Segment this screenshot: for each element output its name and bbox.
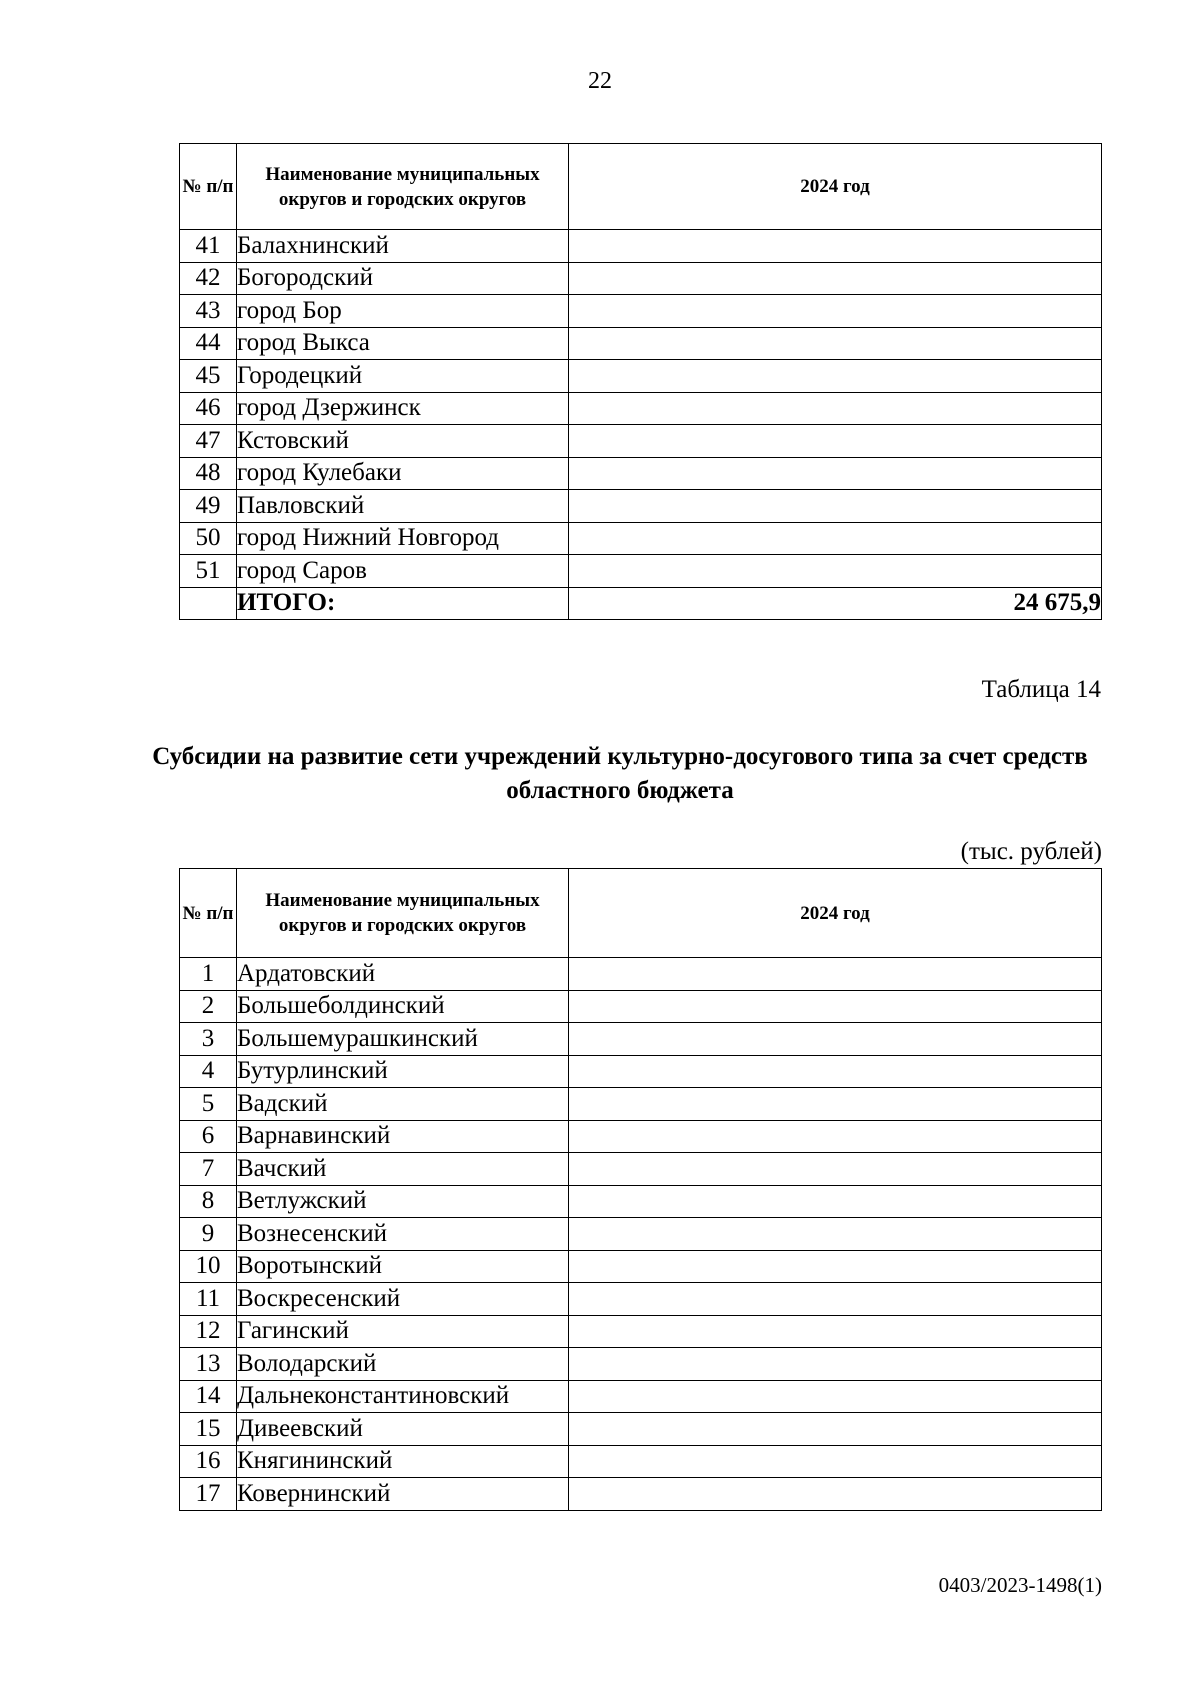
row-value — [569, 295, 1102, 328]
subsidy-table — [179, 868, 1102, 1511]
row-number: 10 — [180, 1250, 237, 1283]
table-row — [180, 958, 1102, 991]
header-year: 2024 год — [569, 144, 1102, 230]
table-row — [180, 392, 1102, 425]
row-number: 2 — [180, 990, 237, 1023]
municipality-name: Варнавинский — [237, 1120, 569, 1153]
table-header-row — [180, 144, 1102, 230]
table-row — [180, 360, 1102, 393]
row-value — [569, 1283, 1102, 1316]
municipality-name: город Бор — [237, 295, 569, 328]
row-number: 7 — [180, 1153, 237, 1186]
table-row — [180, 1478, 1102, 1511]
header-name: Наименование муниципальных округов и городских округов — [237, 869, 569, 958]
municipality-name: Княгининский — [237, 1445, 569, 1478]
municipality-name: город Дзержинск — [237, 392, 569, 425]
municipal-table-continued — [179, 143, 1102, 620]
row-number: 49 — [180, 490, 237, 523]
row-value — [569, 555, 1102, 588]
row-value — [569, 457, 1102, 490]
table-row — [180, 1218, 1102, 1251]
table-body — [180, 958, 1102, 1511]
table-row — [180, 1348, 1102, 1381]
row-value — [569, 990, 1102, 1023]
page-number: 22 — [588, 68, 612, 94]
total-value: 24 675,9 — [569, 587, 1102, 620]
municipality-name: Воротынский — [237, 1250, 569, 1283]
row-number: 3 — [180, 1023, 237, 1056]
table-row — [180, 230, 1102, 263]
municipality-name: Гагинский — [237, 1315, 569, 1348]
header-year: 2024 год — [569, 869, 1102, 958]
row-value — [569, 360, 1102, 393]
header-num: № п/п — [180, 869, 237, 958]
row-number: 45 — [180, 360, 237, 393]
header-num: № п/п — [180, 144, 237, 230]
municipality-name: город Саров — [237, 555, 569, 588]
row-number: 6 — [180, 1120, 237, 1153]
table-row — [180, 990, 1102, 1023]
municipality-name: Вознесенский — [237, 1218, 569, 1251]
row-number: 16 — [180, 1445, 237, 1478]
table-row — [180, 555, 1102, 588]
row-value — [569, 1023, 1102, 1056]
total-row — [180, 587, 1102, 620]
row-value — [569, 958, 1102, 991]
table-row — [180, 1380, 1102, 1413]
row-number: 50 — [180, 522, 237, 555]
row-value — [569, 1348, 1102, 1381]
row-value — [569, 262, 1102, 295]
municipality-name: Большемурашкинский — [237, 1023, 569, 1056]
municipality-name: Богородский — [237, 262, 569, 295]
municipality-name: город Нижний Новгород — [237, 522, 569, 555]
table-row — [180, 262, 1102, 295]
row-number: 11 — [180, 1283, 237, 1316]
row-value — [569, 1055, 1102, 1088]
table-row — [180, 1283, 1102, 1316]
row-number: 1 — [180, 958, 237, 991]
row-value — [569, 1185, 1102, 1218]
document-code: 0403/2023-1498(1) — [938, 1573, 1102, 1597]
municipality-name: Большеболдинский — [237, 990, 569, 1023]
row-value — [569, 1478, 1102, 1511]
row-value — [569, 1250, 1102, 1283]
row-number: 13 — [180, 1348, 237, 1381]
row-number: 44 — [180, 327, 237, 360]
row-value — [569, 1088, 1102, 1121]
table-row — [180, 1023, 1102, 1056]
municipality-name: Бутурлинский — [237, 1055, 569, 1088]
table-body — [180, 230, 1102, 620]
table-row — [180, 425, 1102, 458]
table-row — [180, 1088, 1102, 1121]
row-value — [569, 1413, 1102, 1446]
municipality-name: Городецкий — [237, 360, 569, 393]
municipality-name: Дальнеконстантиновский — [237, 1380, 569, 1413]
row-value — [569, 327, 1102, 360]
row-value — [569, 1120, 1102, 1153]
row-number: 51 — [180, 555, 237, 588]
table-row — [180, 1153, 1102, 1186]
municipality-name: город Кулебаки — [237, 457, 569, 490]
table-row — [180, 457, 1102, 490]
header-name: Наименование муниципальных округов и городских округов — [237, 144, 569, 230]
row-number: 41 — [180, 230, 237, 263]
table-row — [180, 1315, 1102, 1348]
row-number: 9 — [180, 1218, 237, 1251]
row-number: 14 — [180, 1380, 237, 1413]
table-header-row — [180, 869, 1102, 958]
row-number: 12 — [180, 1315, 237, 1348]
row-number: 17 — [180, 1478, 237, 1511]
municipality-name: Вадский — [237, 1088, 569, 1121]
row-number: 5 — [180, 1088, 237, 1121]
municipality-name: Ардатовский — [237, 958, 569, 991]
municipality-name: Балахнинский — [237, 230, 569, 263]
municipality-name: город Выкса — [237, 327, 569, 360]
row-value — [569, 1380, 1102, 1413]
table-row — [180, 522, 1102, 555]
table-row — [180, 490, 1102, 523]
units-label: (тыс. рублей) — [960, 838, 1102, 865]
table-row — [180, 1250, 1102, 1283]
total-label: ИТОГО: — [237, 587, 569, 620]
row-number: 8 — [180, 1185, 237, 1218]
table-row — [180, 327, 1102, 360]
table-row — [180, 1413, 1102, 1446]
row-value — [569, 522, 1102, 555]
row-value — [569, 1153, 1102, 1186]
table-row — [180, 1445, 1102, 1478]
row-number: 42 — [180, 262, 237, 295]
municipality-name: Ветлужский — [237, 1185, 569, 1218]
row-value — [569, 230, 1102, 263]
municipality-name: Ковернинский — [237, 1478, 569, 1511]
total-num-cell — [180, 587, 237, 620]
row-value — [569, 1218, 1102, 1251]
municipality-name: Кстовский — [237, 425, 569, 458]
row-number: 15 — [180, 1413, 237, 1446]
row-value — [569, 392, 1102, 425]
municipality-name: Володарский — [237, 1348, 569, 1381]
row-value — [569, 425, 1102, 458]
row-number: 46 — [180, 392, 237, 425]
municipality-name: Воскресенский — [237, 1283, 569, 1316]
row-number: 43 — [180, 295, 237, 328]
row-number: 47 — [180, 425, 237, 458]
municipality-name: Павловский — [237, 490, 569, 523]
table-title: Субсидии на развитие сети учреждений культурно-досугового типа за счет средств областного бюджета — [152, 743, 1088, 804]
municipality-name: Вачский — [237, 1153, 569, 1186]
table-row — [180, 1120, 1102, 1153]
row-value — [569, 1445, 1102, 1478]
row-number: 48 — [180, 457, 237, 490]
table-row — [180, 1185, 1102, 1218]
table-caption: Таблица 14 — [981, 676, 1101, 703]
row-value — [569, 1315, 1102, 1348]
table-row — [180, 295, 1102, 328]
row-number: 4 — [180, 1055, 237, 1088]
row-value — [569, 490, 1102, 523]
municipality-name: Дивеевский — [237, 1413, 569, 1446]
table-row — [180, 1055, 1102, 1088]
